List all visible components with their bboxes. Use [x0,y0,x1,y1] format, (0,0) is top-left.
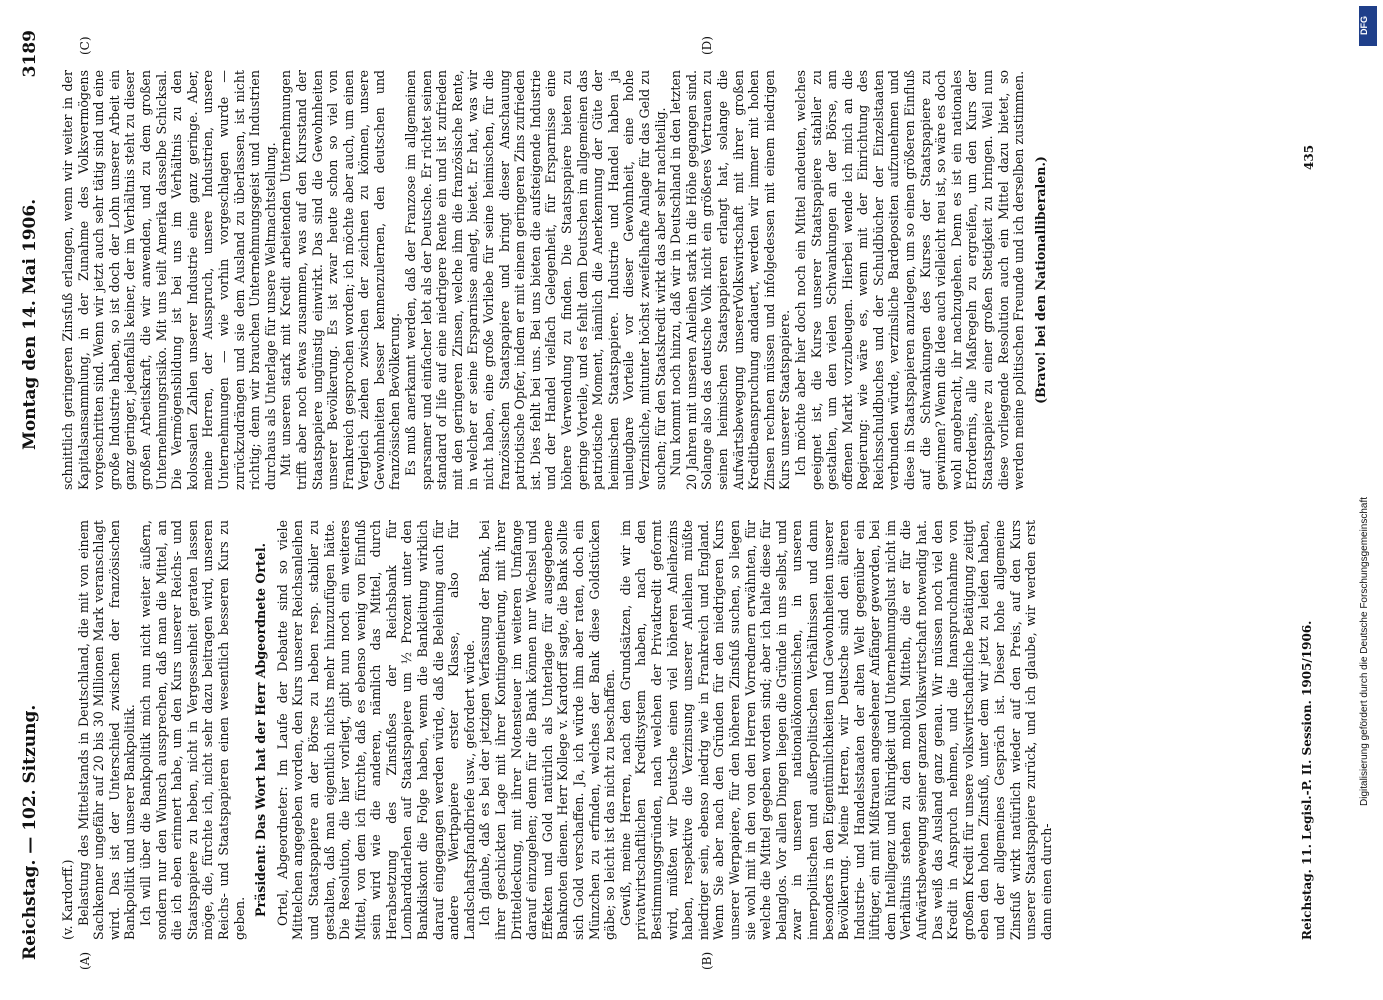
paragraph: schnittlich geringeren Zinsfuß erlangen, wenn wir weiter in der Kapitalsansammlung, in der Zunahme des Volksvermögens vorgeschritten sind. Wenn wir jetzt auch sehr tätig sind und eine große Industrie haben, so ist doch der Lohn unserer Arbeit ein ganz geringer, jedenfalls keiner, der im Verhältnis steht zu dieser großen Arbeitskraft, die wir anwenden, und zu dem großen Unternehmungsrisiko. Mit uns teilt Amerika dasselbe Schicksal. Die Vermögensbildung ist bei uns im Verhältnis zu den kolossalen Zahlen unserer Industrie eine ganz geringe. Aber, meine Herren, der Ausspruch, unsere Industrien, unsere Unternehmungen — wie vorhin vorgeschlagen wurde — zurückzudrängen und sie dem Ausland zu überlassen, ist nicht richtig; denn wir brauchen Unternehmungsgeist und Industrien durchaus als Unterlage für unsere Weltmachtstellung. [60,70,278,490]
paragraph: Gewiß, meine Herren, nach den Grundsätzen, die wir im privatwirtschaftlichen Kreditsystem haben, nach den Bestimmungsgründen, nach welchen der Privatkredit geformt wird, müßten wir Deutsche einen viel höheren Anleihezins haben, respektive die Verzinsung unserer Anleihen müßte niedriger sein, ebenso niedrig wie in Frankreich und England. Wenn Sie aber nach den Gründen für den niedrigeren Kurs unserer Werpapiere, für den höheren Zinsfuß suchen, so liegen sie wohl mit in den von den Herren Vorrednern erwähnten, für welche die Mittel gegeben worden sind; aber ich halte diese für belanglos. Vor allen Dingen liegen die Gründe in uns selbst, und zwar in unseren nationalökonomischen, in unseren innerpolitischen und außerpolitischen Verhältnissen und dann besonders in den Eigentümlichkeiten und Gewohnheiten unserer Bevölkerung. Meine Herren, wir Deutsche sind den älteren Industrie- und Handelsstaaten der alten Welt gegenüber ein lüftiger, ein mit Mißtrauen angesehener Anfänger geworden, bei dem Intelligenz und Rührigkeit und Unternehmungslust nicht im Verhältnis stehen zu den mobilen Mitteln, die er für die Aufwärtsbewegung seiner ganzen Volkswirtschaft notwendig hat. Das weiß das Ausland ganz genau. Wir müssen noch viel den Kredit in Anspruch nehmen, und die Inanspruchnahme von großem Kredit für unsere volkswirtschaftliche Betätigung zeitigt eben den hohen Zinsfuß, unter dem wir jetzt zu leiden haben, und der allgemeines Gespräch ist. Dieser hohe allgemeine Zinsfuß wirkt natürlich wieder auf den Preis, auf den Kurs unserer Staatspapiere zurück, und ich glaube, wir werden erst dann einen durch- [617,520,1054,940]
margin-marker-c: (C) [78,36,92,55]
watermark-text: Digitalisierung gefördert durch die Deutsche Forschungsgemeinschaft [1359,496,1370,806]
margin-marker-d: (D) [700,36,714,55]
page-header [10,10,52,990]
speaker-reference: (v. Kardorff.) [60,859,75,940]
paragraph: Ich will über die Bankpolitik mich nun nicht weiter äußern, sondern nur den Wunsch aussprechen, daß man die Mittel, an die ich eben erinnert habe, um den Kurs unserer Reichs- und Staatspapiere zu heben, nicht in Vergessenheit geraten lassen möge, die, fürchte ich, nicht sehr dazu beitragen wird, unseren Reichs- und Staatspapieren einen wesentlich besseren Kurs zu geben. [137,520,247,940]
margin-marker-b: (B) [700,951,714,970]
footer-session: Reichstag. 11. Legisl.-P. II. Session. 1905/1906. [1300,620,1314,940]
margin-marker-a: (A) [78,951,92,970]
paragraph: Nun kommt noch hinzu, daß wir in Deutschland in den letzten 20 Jahren mit unseren Anleihen stark in die Höhe gegangen sind. Solange also das deutsche Volk nicht ein größeres Vertrauen zu seinen heimischen Staatspapieren erlangt hat, solange die Aufwärtsbewegung unsererVolkswirtschaft mit ihrer großen Kreditbeanspruchung andauert, werden wir immer mit hohen Zinsen rechnen müssen und infolgedessen mit einem niedrigen Kurs unserer Staatspapiere. [668,70,793,490]
paragraph: Belastung des Mittelstands in Deutschland, die mit von einem Sachkenner ungefähr auf 20 bis 30 Millionen Mark veranschlagt wird. Das ist der Unterschied zwischen der französischen Bankpolitik und unserer Bankpolitik. [75,520,138,940]
text-column-left [60,520,1290,940]
paragraph: Mit unseren stark mit Kredit arbeitenden Unternehmungen trifft aber noch etwas zusammen, was auf den Kursstand der Staatspapiere ungünstig einwirkt. Das sind die Gewohnheiten unserer Bevölkerung. Es ist zwar heute schon so viel von Frankreich gesprochen worden; ich möchte aber auch, um einen Vergleich ziehen zwischen der zeichnen zu können, unsere Gewohnheiten besser kennenzulernen, den deutschen und französischen Bevölkerung. [278,70,403,490]
document-page [10,10,1360,990]
paragraph: Es muß anerkannt werden, daß der Franzose im allgemeinen sparsamer und einfacher lebt als der Deutsche. Er richtet seinen standard of life auf eine niedrigere Rente ein und ist zufrieden mit den geringeren Zinsen, welche ihm die französische Rente, in welcher er seine Ersparnisse anlegt, bietet. Er hat, was wir nicht haben, eine große Vorliebe für seine heimischen, für die französischen Staatspapiere und bringt dieser Anschauung patriotische Opfer, indem er mit einem geringeren Zins zufrieden ist. Dies fehlt bei uns. Bei uns bieten die aufsteigende Industrie und der Handel vielfach Gelegenheit, für Ersparnisse eine höhere Verwendung zu finden. Die Staatspapiere bieten zu geringe Vorteile, und es fehlt dem Deutschen im allgemeinen das patriotische Moment, nämlich die Anerkennung der Güte der heimischen Staatspapiere. Industrie und Handel haben ja unleugbare Vorteile vor dieser Gewohnheit, eine hohe Verzinsliche, mitunter höchst zweifelhafte Anlage für das Geld zu suchen; für den Staatskredit wirkt das aber sehr nachteilig. [403,70,668,490]
dfg-logo: DFG [1359,6,1377,46]
text-column-right [60,70,1290,490]
paragraph: Ich glaube, daß es bei der jetzigen Verfassung der Bank, bei ihrer geschickten Lage mit ihrer Kontingentierung, mit ihrer Dritteldeckung, mit ihrer Notensteuer im weiteren Umfange darauf einzugehen; denn für die Bank können nur Wechsel und Effekten und Gold natürlich als Unterlage für ausgegebene Banknoten dienen. Herr Kollege v. Kardorff sagte, die Bank sollte sich Gold verschaffen. Ja, ich würde ihm aber raten, doch ein Münzchen zu erfinden, welches der Bank diese Goldstücken gäbe; so leicht ist das nicht zu beschaffen. [477,520,618,940]
page-number: 3189 [20,30,40,78]
paragraph: Ich möchte aber hier doch noch ein Mittel andeuten, welches geeignet ist, die Kurse unserer Staatspapiere stabiler zu gestalten, um den vielen Schwankungen an der Börse, am offenen Markt vorzubeugen. Hierbei wende ich mich an die Regierung: wie wäre es, wenn mit der Einrichtung des Reichsschuldbuches und der Schuldbücher der Einzelstaaten verbunden würde, verzinsliche Bardepositen aufzunehmen und diese in Staatspapieren anzulegen, um so einen größeren Einfluß auf die Schwankungen des Kurses der Staatspapiere zu gewinnen? Wenn die Idee auch vielleicht neu ist, so wäre es doch wohl angebracht, ihr nachzugehen. Denn es ist ein nationales Erfordernis, alle Maßregeln zu ergreifen, um den Kurs der Staatspapiere zu einer großen Stetigkeit zu bringen. Weil nun diese vorliegende Resolution auch ein Mittel dazu bietet, so werden meine politischen Freunde und ich derselben zustimmen. [792,70,1027,490]
president-statement: Präsident: Das Wort hat der Herr Abgeordnete Ortel. [253,542,269,918]
header-date: Montag den 14. Mai 1906. [20,198,40,450]
header-left: Reichstag. — 102. Sitzung. [20,704,40,960]
applause-note: (Bravo! bei den Nationalliberalen.) [1032,156,1048,404]
digitization-watermark [1357,6,1379,996]
footer-sheet-number: 435 [1302,144,1316,170]
paragraph: Ortel, Abgeordneter: Im Laufe der Debatte sind so viele Mittelchen angegeben worden, den Kurs unserer Reichsanleihen und Staatspapiere an der Börse zu heben resp. stabiler zu gestalten, daß man eigentlich nichts mehr hinzuzufügen hätte. Die Resolution, die hier vorliegt, gibt nun noch ein weiteres Mittel, von dem ich fürchte, daß es ebenso wenig von Einfluß sein wird wie die anderen, nämlich das Mittel, durch Herabsetzung des Zinsfußes der Reichsbank für Lombarddarlehen auf Staatspapiere um ½ Prozent unter den Bankdiskont die Folge haben, wenn die Bankleitung wirklich darauf eingegangen werden würde, daß die Beleihung auch für andere Wertpapiere erster Klasse, also für Landschaftspfandbriefe usw., gefordert würde. [274,520,477,940]
